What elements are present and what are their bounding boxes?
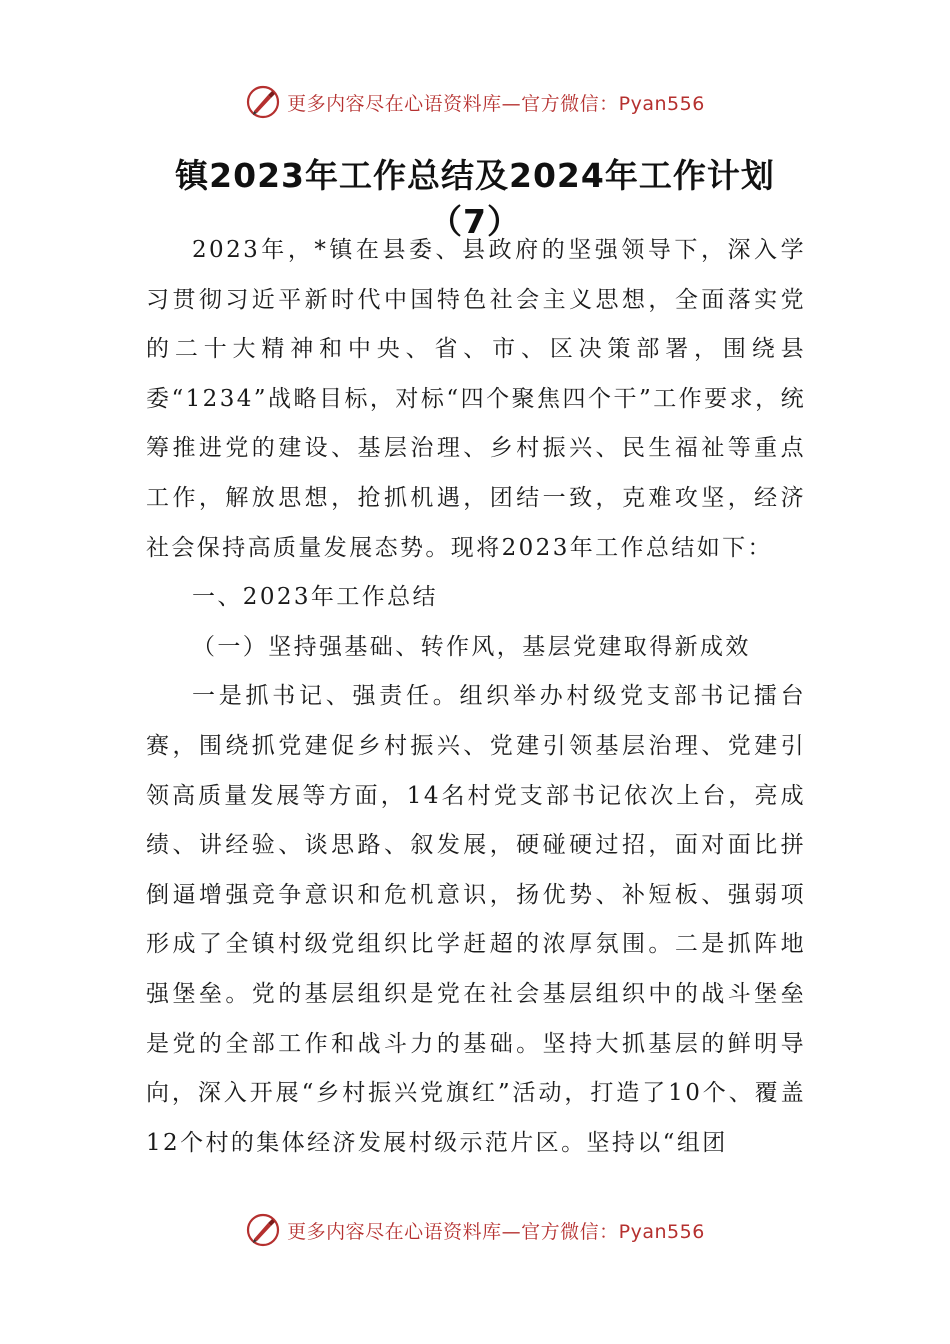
- body-paragraph: 一是抓书记、强责任。组织举办村级党支部书记擂台赛，围绕抓党建促乡村振兴、党建引领基层治理、党建引领高质量发展等方面，14名村党支部书记依次上台，亮成绩、讲经验、谈思路、叙发展，硬碰硬过招，面对面比拼倒逼增强竞争意识和危机意识，扬优势、补短板、强弱项形成了全镇村级党组织比学赶超的浓厚氛围。二是抓阵地强堡垒。党的基层组织是党在社会基层组织中的战斗堡垒是党的全部工作和战斗力的基础。坚持大抓基层的鲜明导向，深入开展“乡村振兴党旗红”活动，打造了10个、覆盖12个村的集体经济发展村级示范片区。坚持以“组团: [146, 683, 806, 1156]
- subsection-heading: （一）坚持强基础、转作风，基层党建取得新成效: [192, 633, 751, 660]
- document-body: [146, 226, 806, 1168]
- watermark-header: [0, 82, 950, 122]
- section-heading: 一、2023年工作总结: [192, 584, 438, 611]
- pen-logo-icon: [245, 1212, 281, 1248]
- intro-paragraph: 2023年，*镇在县委、县政府的坚强领导下，深入学习贯彻习近平新时代中国特色社会主义思想，全面落实党的二十大精神和中央、省、市、区决策部署，围绕县委“1234”战略目标，对标“四个聚焦四个干”工作要求，统筹推进党的建设、基层治理、乡村振兴、民生福祉等重点工作，解放思想，抢抓机遇，团结一致，克难攻坚，经济社会保持高质量发展态势。现将2023年工作总结如下：: [146, 237, 806, 561]
- page-title: 镇2023年工作总结及2024年工作计划: [175, 156, 775, 195]
- watermark-footer-text: 更多内容尽在心语资料库—官方微信：Pyan556: [287, 1220, 705, 1243]
- page-title-number: （7）: [429, 202, 521, 241]
- watermark-footer: [0, 1210, 950, 1250]
- watermark-header-text: 更多内容尽在心语资料库—官方微信：Pyan556: [287, 92, 705, 115]
- pen-logo-icon: [245, 84, 281, 120]
